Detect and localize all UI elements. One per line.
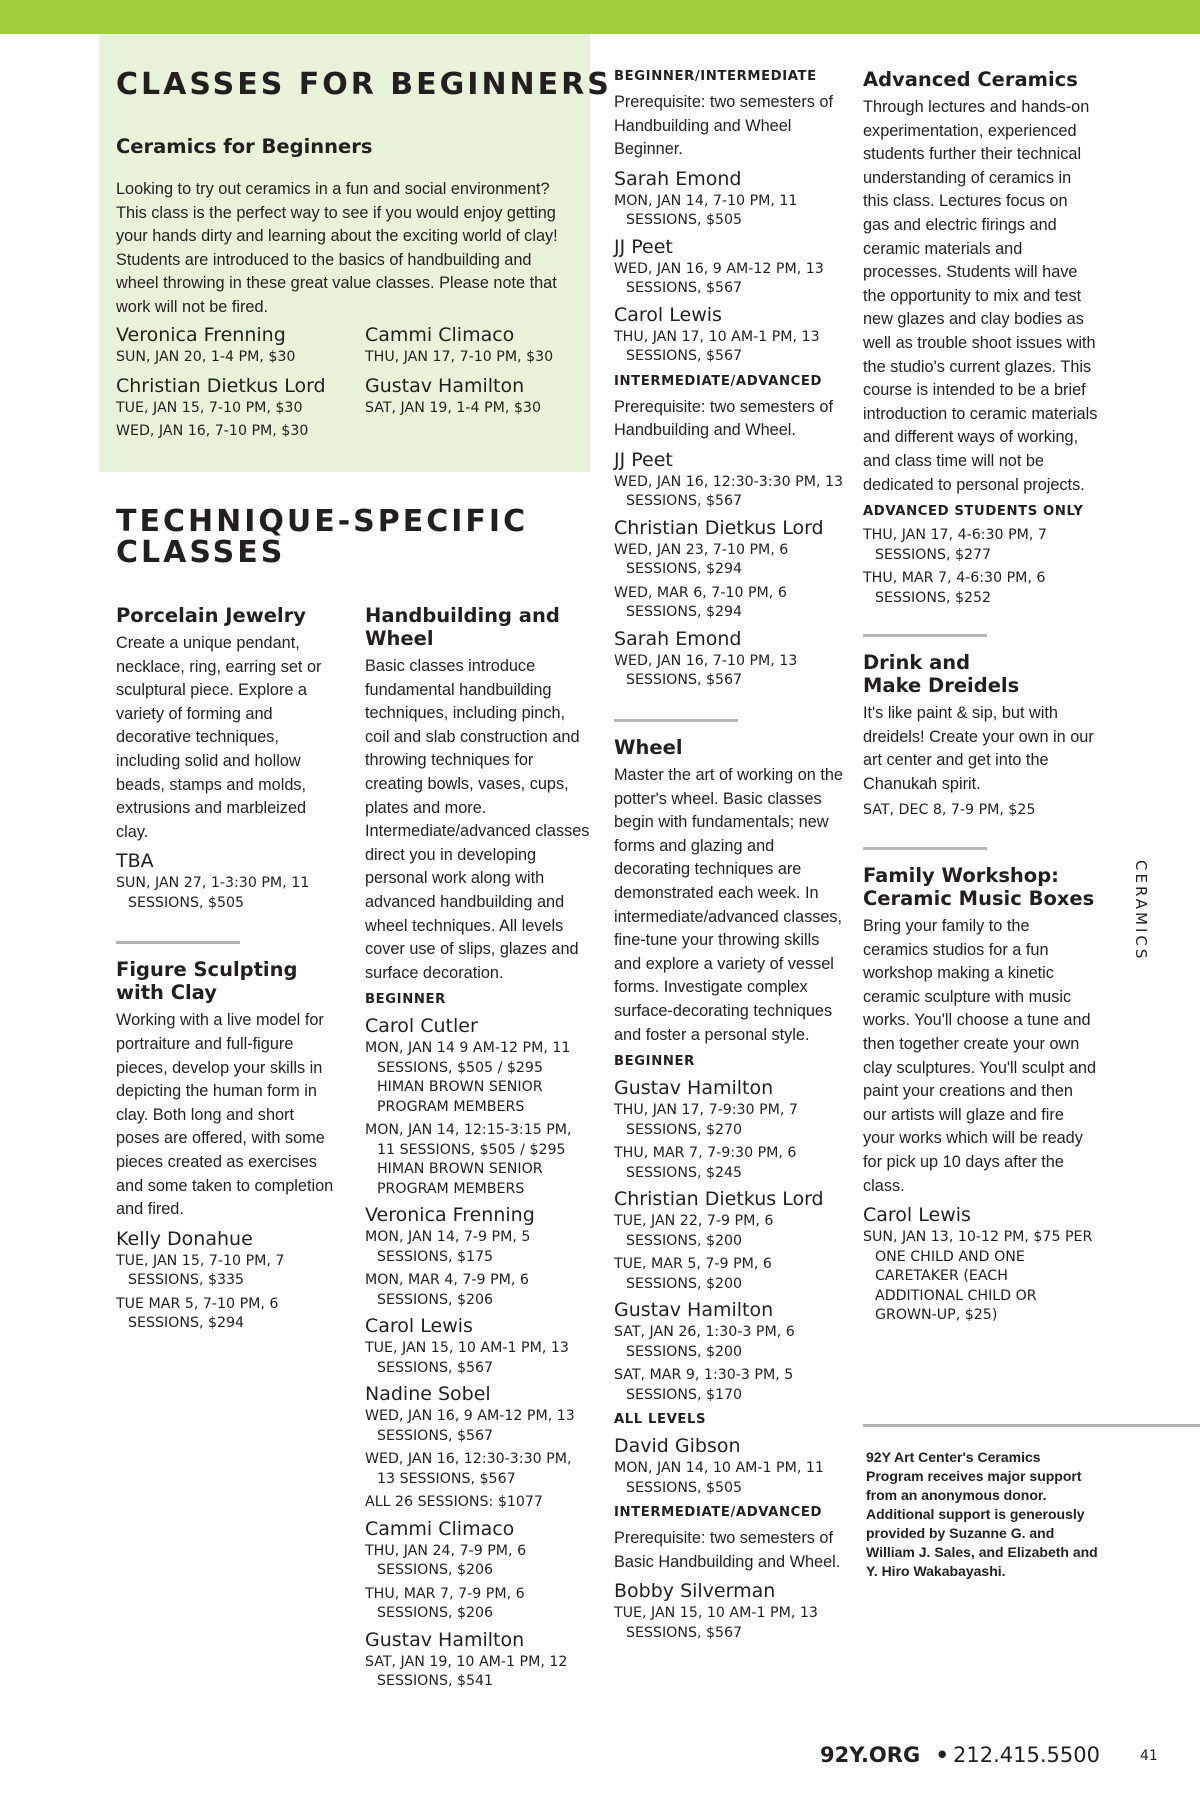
top-color-bar [0, 0, 1200, 34]
session: WED, MAR 6, 7-10 PM, 6 SESSIONS, $294 [614, 584, 787, 621]
class-description: Working with a live model for portraiture and full-figure pieces, develop your skills in depicting the human form in clay. Both long and short poses are offered, with some pieces created as exercises and some taken to completion and fired. [116, 1011, 334, 1219]
session: SAT, JAN 19, 1-4 PM, $30 [365, 399, 541, 416]
session: WED, JAN 16, 7-10 PM, 13 SESSIONS, $567 [614, 652, 798, 689]
instructor-name: Christian Dietkus Lord [614, 516, 824, 539]
technique-heading-line-1: TECHNIQUE-SPECIFIC [116, 504, 529, 539]
beginners-instructor-right [365, 321, 590, 422]
class-description: Bring your family to the ceramics studios for a fun workshop making a kinetic ceramic sculpture with music works. You'll choose a tune and then together create your own clay sculptures. You'll sculpt and paint your creations and then our artists will glaze and fire your works which will be ready for pick up 10 days after the class. [863, 916, 1096, 1195]
prerequisite: Prerequisite: two semesters of Handbuilding and Wheel. [614, 397, 833, 440]
session: MON, JAN 14, 12:15-3:15 PM, 11 SESSIONS, $505 / $295 HIMAN BROWN SENIOR PROGRAM MEMBERS [365, 1122, 572, 1197]
instructor-name: JJ Peet [614, 448, 673, 471]
instructor-name: Carol Lewis [614, 303, 722, 326]
instructor-name: Christian Dietkus Lord [614, 1188, 824, 1211]
class-title: Ceramic Music Boxes [863, 886, 1095, 910]
instructor-name: Gustav Hamilton [614, 1077, 774, 1100]
prerequisite: Prerequisite: two semesters of Handbuilding and Wheel Beginner. [614, 93, 833, 159]
level-label: ALL LEVELS [614, 1412, 707, 1428]
instructor-name: Cammi Climaco [365, 1517, 515, 1540]
session: WED, JAN 16, 12:30-3:30 PM, 13 SESSIONS, $567 [365, 1451, 572, 1487]
class-title: Advanced Ceramics [863, 68, 1078, 91]
ceramics-for-beginners [116, 135, 574, 325]
level-label: ADVANCED STUDENTS ONLY [863, 504, 1084, 520]
instructor-name: TBA [116, 850, 154, 873]
session: MON, JAN 14, 7-9 PM, 5 SESSIONS, $175 [365, 1229, 531, 1265]
advanced-ceramics [863, 68, 1098, 1330]
section-divider [614, 719, 738, 722]
class-title: Make Dreidels [863, 674, 1020, 698]
session: THU, MAR 7, 7-9 PM, 6 SESSIONS, $206 [365, 1585, 525, 1622]
section-divider [116, 941, 240, 944]
beginners-heading: CLASSES FOR BEGINNERS [116, 67, 612, 102]
session: MON, JAN 14, 7-10 PM, 11 SESSIONS, $505 [614, 192, 798, 229]
instructor-name: Carol Cutler [365, 1015, 478, 1038]
handbuilding-continued [614, 68, 849, 1647]
instructor-name: Bobby Silverman [614, 1580, 776, 1603]
technique-heading-line-2: CLASSES [116, 535, 286, 570]
section-tab-ceramics: CERAMICS [1132, 860, 1150, 962]
instructor-name: Nadine Sobel [365, 1383, 491, 1406]
instructor-name: Sarah Emond [614, 167, 742, 190]
instructor-name: Sarah Emond [614, 627, 742, 650]
session: TUE, JAN 15, 7-10 PM, $30 [116, 399, 303, 416]
session: SAT, MAR 9, 1:30-3 PM, 5 SESSIONS, $170 [614, 1367, 794, 1403]
instructor-name: Gustav Hamilton [365, 1628, 525, 1651]
porcelain-jewelry [116, 604, 341, 1338]
class-description: It's like paint & sip, but with dreidels! Create your own in our art center and get into the Chanukah spirit. [863, 704, 1094, 793]
instructor-name: Kelly Donahue [116, 1227, 253, 1250]
session: THU, JAN 17, 10 AM-1 PM, 13 SESSIONS, $567 [614, 328, 820, 365]
sponsor-credit: 92Y Art Center's Ceramics Program receives major support from an anonymous donor. Additional support is generously provided by Suzanne G. and William J. Sales, and Elizabeth and Y. Hiro Wakabayashi. [866, 1449, 1098, 1579]
instructor-name: Carol Lewis [365, 1315, 473, 1338]
instructor-name: Cammi Climaco [365, 324, 515, 346]
prerequisite: Prerequisite: two semesters of Basic Handbuilding and Wheel. [614, 1529, 841, 1571]
session: SAT, JAN 19, 10 AM-1 PM, 12 SESSIONS, $541 [365, 1653, 568, 1690]
instructor-name: Gustav Hamilton [614, 1299, 774, 1322]
section-divider [863, 634, 987, 637]
footer-website [820, 1743, 949, 1767]
class-title: Wheel [614, 735, 683, 759]
credit-divider [863, 1424, 1200, 1427]
session: SAT, DEC 8, 7-9 PM, $25 [863, 802, 1036, 819]
level-label: BEGINNER [614, 1054, 695, 1070]
class-title: Family Workshop: [863, 863, 1059, 887]
session: TUE MAR 5, 7-10 PM, 6 SESSIONS, $294 [116, 1295, 279, 1332]
page-number: 41 [1140, 1748, 1158, 1764]
instructor-name: Carol Lewis [863, 1204, 971, 1227]
class-description: Through lectures and hands-on experimentation, experienced students further their technical understanding of ceramics in this class. Lectures focus on gas and electric firings and ceramic materials and processes. Students will have the opportunity to mix and test new glazes and clay bodies as well as trouble shoot issues with the studio's current glazes. This course is intended to be a brief introduction to ceramic materials and different ways of working, and class time will not be dedicated to personal projects. [863, 98, 1098, 494]
session: WED, JAN 16, 7-10 PM, $30 [116, 423, 309, 439]
session: ALL 26 SESSIONS: $1077 [365, 1494, 543, 1511]
session: WED, JAN 23, 7-10 PM, 6 SESSIONS, $294 [614, 541, 789, 578]
session: MON, MAR 4, 7-9 PM, 6 SESSIONS, $206 [365, 1272, 529, 1308]
class-title: Porcelain Jewelry [116, 604, 307, 627]
session: WED, JAN 16, 9 AM-12 PM, 13 SESSIONS, $567 [614, 260, 824, 297]
beginners-instructor-left [116, 321, 341, 446]
handbuilding-and-wheel [365, 604, 590, 1696]
class-title: Ceramics for Beginners [116, 135, 373, 158]
session: THU, JAN 17, 7-10 PM, $30 [365, 349, 554, 365]
level-label: BEGINNER [365, 992, 446, 1008]
session: WED, JAN 16, 9 AM-12 PM, 13 SESSIONS, $567 [365, 1408, 575, 1444]
class-description: Basic classes introduce fundamental handbuilding techniques, including pinch, coil and slab construction and throwing techniques for creating bowls, vases, cups, plates and more. Intermediate/advanced classes direct you in developing personal work along with advanced handbuilding and wheel techniques. All levels cover use of slips, glazes and surface decoration. [365, 657, 590, 982]
instructor-name: Veronica Frenning [116, 324, 286, 346]
level-label: BEGINNER/INTERMEDIATE [614, 69, 817, 84]
class-description: Looking to try out ceramics in a fun and social environment? This class is the perfect way to see if you would enjoy getting your hands dirty and learning about the exciting world of clay! Students are introduced to the basics of handbuilding and wheel throwing in these great value classes. Please note that work will not be fired. [116, 180, 558, 316]
session: MON, JAN 14, 10 AM-1 PM, 11 SESSIONS, $505 [614, 1460, 824, 1496]
level-label: INTERMEDIATE/ADVANCED [614, 1505, 823, 1521]
session: THU, MAR 7, 4-6:30 PM, 6 SESSIONS, $252 [863, 570, 1046, 606]
instructor-name: Christian Dietkus Lord [116, 374, 326, 397]
instructor-name: JJ Peet [614, 235, 673, 258]
class-title: Handbuilding and [365, 604, 560, 627]
session: WED, JAN 16, 12:30-3:30 PM, 13 SESSIONS, $567 [614, 473, 844, 510]
class-title: with Clay [116, 981, 217, 1005]
class-description: Create a unique pendant, necklace, ring, earring set or sculptural piece. Explore a variety of forming and decorative techniques, including solid and hollow beads, stamps and molds, extrusions and marbleized clay. [116, 634, 322, 841]
class-description: Master the art of working on the potter's wheel. Basic classes begin with fundamentals; new forms and glazing and decorating techniques are demonstrated each week. In intermediate/advanced classes, fine-tune your throwing skills and explore a variety of vessel forms. Investigate complex surface-decorating techniques and foster a personal style. [614, 765, 843, 1044]
instructor-name: Veronica Frenning [365, 1204, 535, 1227]
session: SUN, JAN 20, 1-4 PM, $30 [116, 349, 296, 365]
session: THU, MAR 7, 7-9:30 PM, 6 SESSIONS, $245 [614, 1145, 797, 1181]
session: TUE, JAN 22, 7-9 PM, 6 SESSIONS, $200 [614, 1213, 774, 1249]
session: TUE, JAN 15, 10 AM-1 PM, 13 SESSIONS, $567 [365, 1340, 569, 1376]
session: SAT, JAN 26, 1:30-3 PM, 6 SESSIONS, $200 [614, 1324, 795, 1360]
session: THU, JAN 17, 4-6:30 PM, 7 SESSIONS, $277 [863, 527, 1047, 563]
website-text: 92Y.ORG [820, 1743, 921, 1767]
instructor-name: Gustav Hamilton [365, 374, 525, 397]
session: MON, JAN 14 9 AM-12 PM, 11 SESSIONS, $505 / $295 HIMAN BROWN SENIOR PROGRAM MEMBERS [365, 1040, 571, 1115]
level-label: INTERMEDIATE/ADVANCED [614, 373, 823, 389]
footer-phone: 212.415.5500 [953, 1743, 1100, 1767]
footer-bullet: • [935, 1743, 949, 1767]
class-title: Wheel [365, 627, 434, 650]
instructor-name: David Gibson [614, 1435, 741, 1458]
session: THU, JAN 17, 7-9:30 PM, 7 SESSIONS, $270 [614, 1102, 798, 1138]
class-title: Figure Sculpting [116, 958, 298, 982]
section-divider [863, 847, 987, 850]
session: SUN, JAN 13, 10-12 PM, $75 PER ONE CHILD AND ONE CARETAKER (EACH ADDITIONAL CHILD OR GROWN-UP, $25) [863, 1229, 1093, 1324]
class-title: Drink and [863, 651, 971, 675]
session: TUE, MAR 5, 7-9 PM, 6 SESSIONS, $200 [614, 1256, 772, 1292]
session: SUN, JAN 27, 1-3:30 PM, 11 SESSIONS, $505 [116, 875, 310, 911]
session: TUE, JAN 15, 10 AM-1 PM, 13 SESSIONS, $567 [614, 1605, 818, 1641]
session: THU, JAN 24, 7-9 PM, 6 SESSIONS, $206 [365, 1542, 527, 1579]
session: TUE, JAN 15, 7-10 PM, 7 SESSIONS, $335 [116, 1252, 285, 1289]
